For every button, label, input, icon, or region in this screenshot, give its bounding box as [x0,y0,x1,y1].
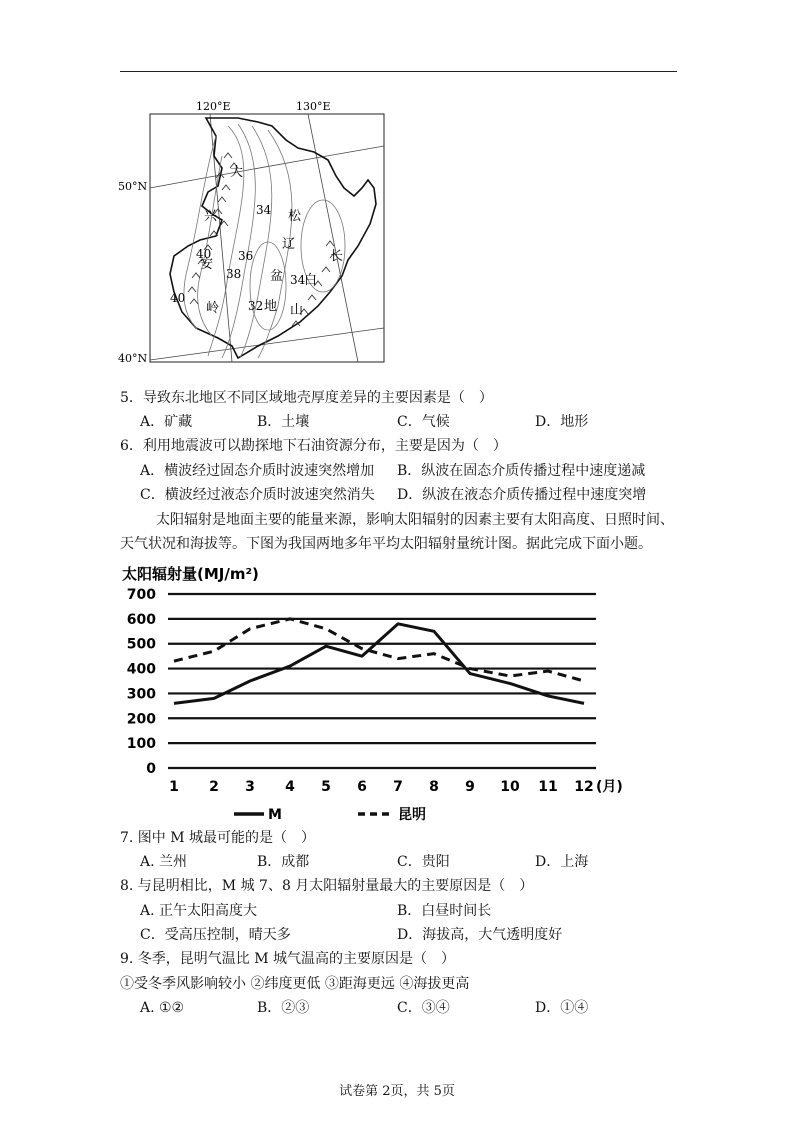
page-footer: 试卷第 2页，共 5页 [339,1084,455,1099]
series-line-kunming [174,619,584,681]
option[interactable]: A. 正午太阳高度大 [140,903,258,919]
option[interactable]: C．③④ [397,1000,450,1016]
option[interactable]: D．海拔高，大气透明度好 [397,927,563,943]
lon-label: 130°E [296,100,331,113]
series-line-m [174,624,584,704]
contour-value: 40 [196,247,212,261]
option[interactable]: A．矿藏 [140,414,193,430]
y-axis-title: 太阳辐射量(MJ/m²) [122,565,259,583]
place-char: 山 [290,303,304,318]
option[interactable]: C．受高压控制，晴天多 [140,927,291,943]
x-tick-label: 12 [574,779,594,795]
lon-label: 120°E [196,100,231,113]
header-rule [120,71,677,72]
legend-label-m: M [268,807,282,823]
y-tick-label: 100 [126,736,156,753]
option[interactable]: A. 兰州 [140,854,188,870]
intro-line-1: 太阳辐射是地面主要的能量来源，影响太阳辐射的因素主要有太阳高度、日照时间、 [156,512,674,528]
question-7-stem: 7. 图中 M 城最可能的是（ ） [120,830,316,846]
option[interactable]: C．气候 [397,414,450,430]
x-tick-label: 5 [321,779,331,795]
option[interactable]: D．纵波在液态介质传播过程中速度突增 [397,487,647,503]
x-tick-label: 11 [538,779,558,795]
question-9-stem: 9. 冬季，昆明气温比 M 城气温高的主要原因是（ ） [120,951,456,967]
question-5-stem: 5．导致东北地区不同区域地壳厚度差异的主要因素是（ ） [120,390,493,406]
place-char: 岭 [206,301,220,316]
place-char: 辽 [282,237,296,252]
place-char: 兴 [204,209,218,224]
place-char: 大 [230,165,244,180]
x-tick-label: 4 [285,779,295,795]
y-tick-label: 500 [126,636,156,653]
x-tick-label: 9 [465,779,475,795]
y-tick-label: 400 [126,661,156,678]
y-tick-label: 700 [126,587,156,603]
x-tick-label: 7 [393,779,403,795]
option[interactable]: B．土壤 [257,414,310,430]
option[interactable]: D．①④ [535,1000,589,1016]
y-tick-label: 200 [126,711,156,728]
place-char: 安 [200,257,214,272]
option[interactable]: A. ①② [140,1000,185,1016]
x-axis-unit: (月) [596,779,623,795]
contour-value: 32 [248,299,264,313]
northeast-map [118,96,398,368]
y-tick-label: 0 [146,761,156,777]
contour-value: 40 [170,291,186,305]
question-8-stem: 8. 与昆明相比，M 城 7、8 月太阳辐射量最大的主要原因是（ ） [120,878,534,894]
solar-radiation-chart [118,562,638,830]
question-6-stem: 6．利用地震波可以勘探地下石油资源分布，主要是因为（ ） [120,438,507,454]
y-tick-label: 600 [126,611,156,628]
contour-value: 34 [290,273,306,287]
option[interactable]: D．地形 [535,414,589,430]
place-char: 松 [288,209,302,224]
question-9-statements: ①受冬季风影响较小 ②纬度更低 ③距海更远 ④海拔更高 [120,976,470,992]
place-char: 盆 [270,269,284,284]
place-char: 地 [264,299,278,314]
place-char: 白 [304,273,318,288]
lat-label: 40°N [118,352,148,365]
option[interactable]: B．纵波在固态介质传播过程中速度递减 [397,463,646,479]
x-tick-label: 10 [500,779,520,795]
x-tick-label: 6 [357,779,367,795]
contour-value: 38 [226,267,242,281]
x-tick-label: 3 [245,779,255,795]
x-tick-label: 2 [209,779,219,795]
place-char: 长 [330,249,344,264]
option[interactable]: D．上海 [535,854,589,870]
option[interactable]: A．横波经过固态介质时波速突然增加 [140,463,375,479]
intro-line-2: 天气状况和海拔等。下图为我国两地多年平均太阳辐射量统计图。据此完成下面小题。 [120,536,652,552]
contour-value: 34 [256,203,272,217]
option[interactable]: B．②③ [257,1000,310,1016]
x-tick-label: 1 [169,779,179,795]
legend-label-kunming: 昆明 [398,807,426,823]
lat-label: 50°N [118,180,148,193]
option[interactable]: C．横波经过液态介质时波速突然消失 [140,487,375,503]
option[interactable]: B．成都 [257,854,310,870]
option[interactable]: C．贵阳 [397,854,450,870]
contour-value: 36 [238,249,254,263]
y-tick-label: 300 [126,686,156,703]
option[interactable]: B．白昼时间长 [397,903,492,919]
x-tick-label: 8 [429,779,439,795]
